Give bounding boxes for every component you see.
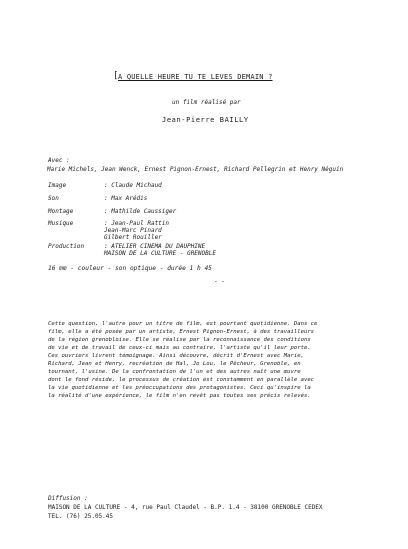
synopsis-line: la vie quotidienne et les préoccupations des protagonistes. Ceci qu'inspire la: [48, 385, 311, 391]
synopsis: [48, 320, 360, 400]
diffusion-label: Diffusion :: [48, 495, 88, 502]
credit-image: [48, 182, 162, 189]
film-title: A QUELLE HEURE TU TE LEVES DEMAIN ?: [118, 73, 273, 81]
synopsis-line: tournant, l'usine. De la confrontation de l'un et des autres naît une œuvre: [48, 369, 301, 375]
diffusion-phone: TEL. (76) 25.05.45: [48, 513, 114, 520]
credit-value: : ATELIER CINEMA DU DAUPHINE: [104, 243, 206, 250]
film-specs: 16 mm - couleur - son optique - durée 1 h 45: [48, 265, 212, 272]
film-subtitle: un film réalisé par: [172, 99, 241, 106]
credit-value: Jean-Marc Pinard: [104, 227, 162, 234]
credit-musique-2: [48, 227, 162, 234]
credit-label: Image: [48, 182, 67, 189]
synopsis-line: Richard, Jean et Henry, recréation de Hal, Jo Lou, le Pêcheur, Grenoble, en: [48, 361, 301, 367]
credit-production-2: [48, 250, 216, 257]
synopsis-line: la réalité d'une expérience, le film n'en revêt pas toutes ses précis relevés.: [48, 393, 311, 399]
synopsis-line: dont le fond réside, le processus de création est constamment en parallèle avec: [48, 377, 315, 383]
credit-value: MAISON DE LA CULTURE - GRENOBLE: [104, 250, 216, 257]
cast-names: Marie Michels, Jean Wenck, Ernest Pignon-Ernest, Richard Pellegrin et Henry Néguin: [47, 166, 344, 173]
credit-label: Son: [48, 195, 59, 202]
synopsis-line: de la région grenobloise. Elle se réalise par la reconnaissance des conditions: [48, 337, 311, 343]
credit-value: : Max Arédis: [104, 195, 148, 202]
diffusion-address: MAISON DE LA CULTURE - 4, rue Paul Claudel - B.P. 1.4 - 38100 GRENOBLE CEDEX: [48, 504, 323, 511]
credit-production: [48, 243, 206, 250]
credit-value: : Claude Michaud: [104, 182, 162, 189]
synopsis-line: film, elle a été posée par un artiste, Ernest Pignon-Ernest, à des travailleurs: [48, 329, 315, 335]
separator-mark: - -: [214, 278, 225, 285]
director-name: Jean-Pierre BAILLY: [162, 116, 249, 124]
cast-label: Avec :: [48, 157, 70, 164]
synopsis-line: Ces ouvriers livrent témoignage. Ainsi découvre, décrit d'Ernest avec Marie,: [48, 353, 304, 359]
credit-label: Production: [48, 243, 85, 250]
credit-label: Montage: [48, 208, 74, 215]
credit-label: Musique: [48, 220, 74, 227]
credit-value: : Mathilde Caussiger: [104, 208, 177, 215]
credit-musique-3: [48, 234, 162, 241]
credit-son: [48, 195, 148, 202]
title-bracket: [: [113, 71, 119, 81]
synopsis-line: de vie et de travail de ceux-ci mais au contraire, l'artiste qu'il leur porte.: [48, 345, 311, 351]
synopsis-line: Cette question, l'autre pour un titre de film, est pourtant quotidienne. Dans ce: [48, 321, 318, 327]
credit-musique: [48, 220, 170, 227]
credit-value: Gilbert Rouiller: [104, 234, 162, 241]
credit-montage: [48, 208, 177, 215]
credit-value: : Jean-Paul Rattin: [104, 220, 170, 227]
